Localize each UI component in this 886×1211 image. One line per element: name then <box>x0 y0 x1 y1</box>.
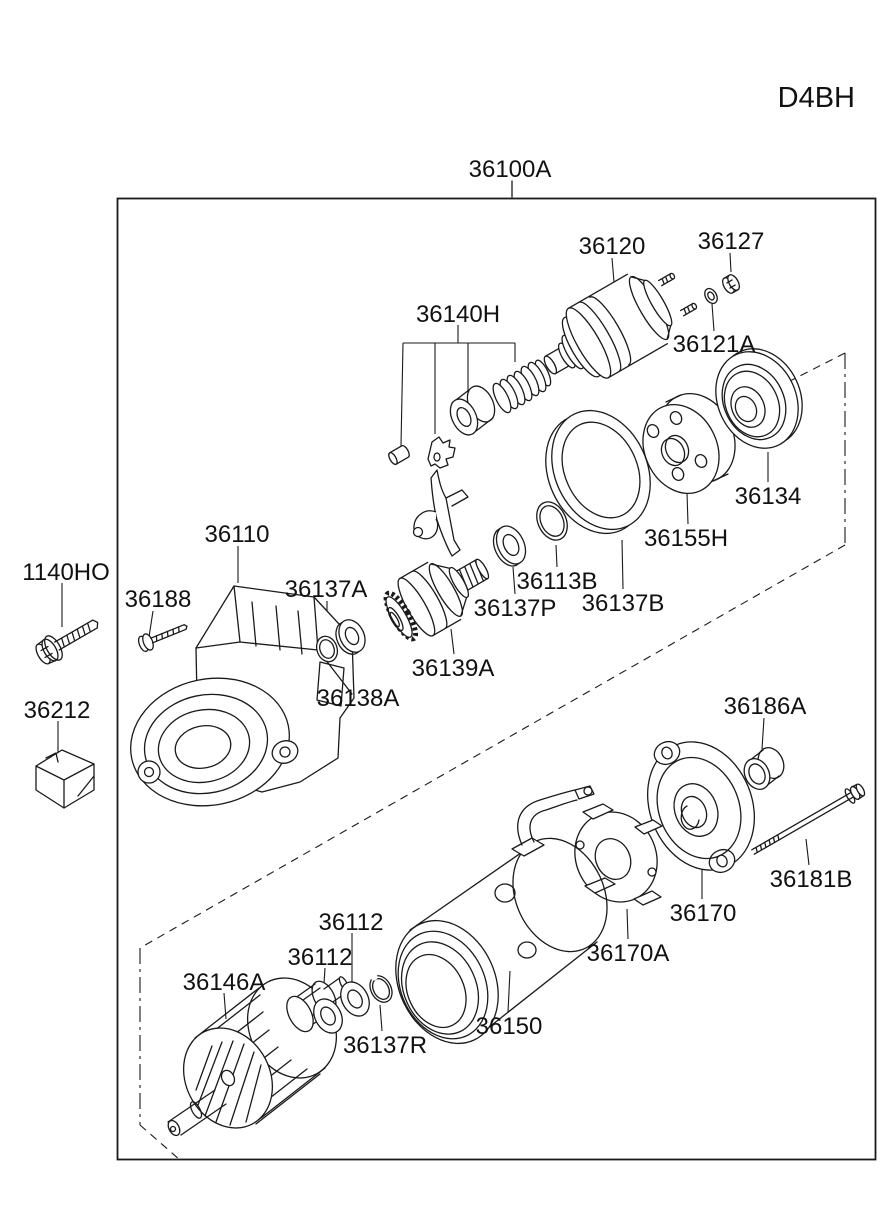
label-36150: 36150 <box>475 1013 543 1040</box>
label-36139A: 36139A <box>411 655 495 682</box>
part-36120-solenoid <box>527 252 706 401</box>
part-36181B-through-bolt <box>749 782 867 859</box>
part-36137R-snap-ring <box>366 972 397 1006</box>
shift-lever <box>414 437 469 556</box>
solenoid-terminal-stud <box>659 273 676 286</box>
label-36121A: 36121A <box>672 331 756 358</box>
label-36137P: 36137P <box>473 595 557 622</box>
label-36212: 36212 <box>23 697 91 724</box>
part-36188-bolt <box>136 618 190 653</box>
part-36137P-washer <box>488 521 531 570</box>
label-assembly-36100A: 36100A <box>468 156 552 183</box>
label-36181B: 36181B <box>769 866 853 893</box>
part-36121A-washer <box>702 286 720 305</box>
label-36112-upper: 36112 <box>318 909 384 936</box>
snap-ring-gap <box>371 974 378 981</box>
label-36127: 36127 <box>697 228 765 255</box>
label-36112-lower: 36112 <box>287 944 353 971</box>
stop-bushing <box>445 382 500 440</box>
engine-code-title: D4BH <box>777 82 855 114</box>
part-36127-nut <box>720 273 741 295</box>
label-36120: 36120 <box>578 233 646 260</box>
label-36155H: 36155H <box>643 525 729 552</box>
label-36170A: 36170A <box>586 940 670 967</box>
label-36138A: 36138A <box>316 685 400 712</box>
part-36113B-ring <box>531 497 573 545</box>
label-36137A: 36137A <box>284 576 368 603</box>
label-36146A: 36146A <box>182 969 266 996</box>
return-spring <box>490 358 554 415</box>
label-36140H: 36140H <box>415 301 501 328</box>
part-36140H-lever-set <box>387 358 554 556</box>
label-36188: 36188 <box>124 586 192 613</box>
label-36110: 36110 <box>204 521 270 548</box>
label-36137R: 36137R <box>342 1032 428 1059</box>
label-36186A: 36186A <box>723 693 807 720</box>
part-1140HO-bolt <box>32 611 104 668</box>
part-36212-bracket <box>36 750 94 808</box>
label-1140HO: 1140HO <box>22 559 110 586</box>
label-36113B: 36113B <box>516 568 598 595</box>
solenoid-terminal-stud <box>681 303 698 316</box>
label-36134: 36134 <box>734 483 802 510</box>
label-36170: 36170 <box>669 900 737 927</box>
label-36137B: 36137B <box>581 590 665 617</box>
